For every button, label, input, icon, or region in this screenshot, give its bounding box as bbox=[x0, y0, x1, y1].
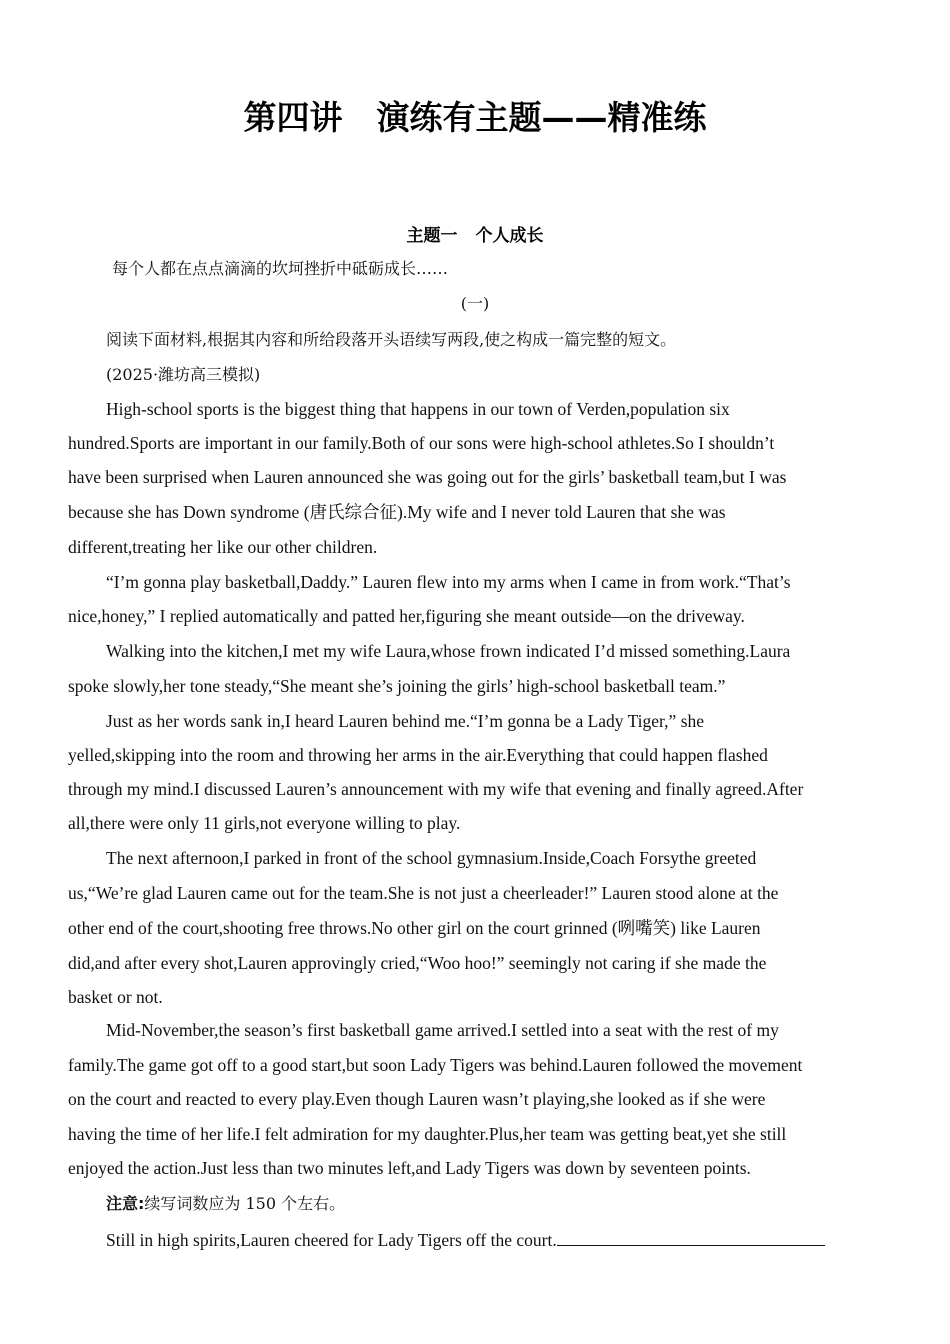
topic-intro: 每个人都在点点滴滴的坎坷挫折中砥砺成长…… bbox=[112, 259, 449, 278]
note-label: 注意: bbox=[106, 1194, 145, 1213]
passage-line: us,“We’re glad Lauren came out for the team.She is not just a cheerleader!” Lauren stood alone at the bbox=[68, 883, 779, 903]
section-number: (一) bbox=[460, 294, 490, 313]
passage-line: all,there were only 11 girls,not everyone willing to play. bbox=[68, 813, 461, 833]
passage-line: Mid-November,the season’s first basketball game arrived.I settled into a seat with the rest of my bbox=[106, 1020, 779, 1040]
passage-line: because she has Down syndrome (唐氏综合征).My wife and I never told Lauren that she was bbox=[68, 502, 726, 522]
passage-line: family.The game got off to a good start,but soon Lady Tigers was behind.Lauren followed the movement bbox=[68, 1055, 803, 1075]
task-instruction: 阅读下面材料,根据其内容和所给段落开头语续写两段,使之构成一篇完整的短文。 bbox=[106, 330, 677, 349]
lecture-name: 演练有主题——精准练 bbox=[376, 98, 707, 137]
passage-line: having the time of her life.I felt admiration for my daughter.Plus,her team was getting beat,yet she still bbox=[68, 1124, 787, 1144]
lecture-number: 第四讲 bbox=[243, 98, 343, 137]
passage-line: Just as her words sank in,I heard Lauren behind me.“I’m gonna be a Lady Tiger,” she bbox=[106, 711, 705, 731]
passage-line: on the court and reacted to every play.Even though Lauren wasn’t playing,she looked as if she were bbox=[68, 1089, 766, 1109]
lecture-title bbox=[0, 92, 950, 139]
topic-name: 个人成长 bbox=[475, 226, 544, 246]
topic-number: 主题一 bbox=[406, 226, 458, 246]
passage-line: The next afternoon,I parked in front of the school gymnasium.Inside,Coach Forsythe greeted bbox=[106, 848, 757, 868]
passage-line: spoke slowly,her tone steady,“She meant she’s joining the girls’ high-school basketball team.” bbox=[68, 676, 726, 696]
passage-line: enjoyed the action.Just less than two minutes left,and Lady Tigers was down by seventeen points. bbox=[68, 1158, 751, 1178]
source-note: (2025·潍坊高三模拟) bbox=[106, 365, 261, 384]
note-text: 续写词数应为 150 个左右。 bbox=[144, 1194, 346, 1213]
passage-line: through my mind.I discussed Lauren’s announcement with my wife that evening and finally agreed.After bbox=[68, 779, 804, 799]
writing-blank[interactable] bbox=[557, 1229, 825, 1246]
passage-line: High-school sports is the biggest thing that happens in our town of Verden,population six bbox=[106, 399, 730, 419]
word-count-note bbox=[106, 1192, 882, 1215]
passage-line: other end of the court,shooting free throws.No other girl on the court grinned (咧嘴笑) like Lauren bbox=[68, 918, 761, 938]
passage-line: Walking into the kitchen,I met my wife Laura,whose frown indicated I’d missed something.Laura bbox=[106, 641, 791, 661]
prompt-start-sentence: Still in high spirits,Lauren cheered for Lady Tigers off the court. bbox=[106, 1230, 557, 1250]
topic-heading bbox=[0, 221, 950, 246]
passage-line: different,treating her like our other children. bbox=[68, 537, 378, 557]
continuation-prompt bbox=[106, 1229, 882, 1251]
passage-line: “I’m gonna play basketball,Daddy.” Lauren flew into my arms when I came in from work.“That’s bbox=[106, 572, 791, 592]
passage-line: have been surprised when Lauren announced she was going out for the girls’ basketball team,but I was bbox=[68, 467, 787, 487]
passage-line: basket or not. bbox=[68, 987, 163, 1007]
passage-line: yelled,skipping into the room and throwing her arms in the air.Everything that could happen flashed bbox=[68, 745, 768, 765]
passage-line: nice,honey,” I replied automatically and patted her,figuring she meant outside—on the driveway. bbox=[68, 606, 745, 626]
passage-line: hundred.Sports are important in our family.Both of our sons were high-school athletes.So I shouldn’t bbox=[68, 433, 775, 453]
passage-line: did,and after every shot,Lauren approvingly cried,“Woo hoo!” seemingly not caring if she made the bbox=[68, 953, 767, 973]
